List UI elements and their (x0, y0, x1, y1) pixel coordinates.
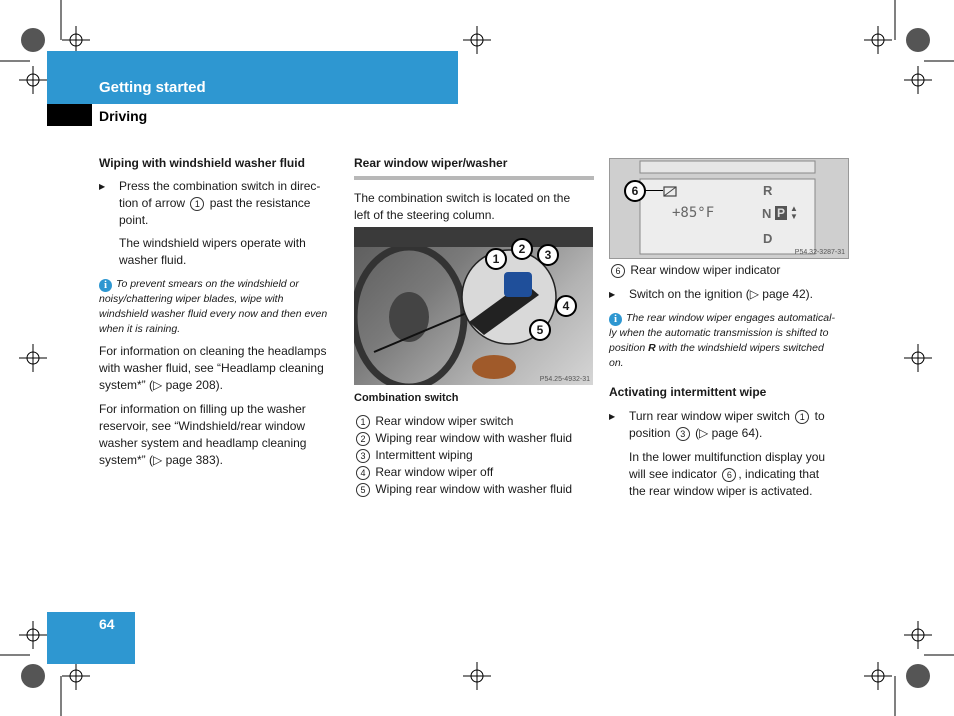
image-reference: P54.25-4932-31 (539, 376, 590, 383)
callout-1-photo: 1 (485, 248, 507, 270)
list-item: 1 Rear window wiper switch (354, 413, 594, 430)
display-image-reference: P54.32-3287-31 (794, 249, 845, 256)
column-2 (354, 155, 594, 224)
callout-leader (645, 190, 663, 191)
gear-p: P (776, 206, 785, 220)
section-marker (47, 104, 92, 126)
instruction-turn-switch: ▶ Turn rear window wiper switch 1 to position 3 (▷ page 64). (609, 408, 849, 442)
column-2-lower (354, 390, 594, 498)
result-indicator: In the lower multifunction display you will see indicator 6 , indicating that the rear window wiper is activated. (629, 450, 826, 498)
list-item: 4 Rear window wiper off (354, 464, 594, 481)
paragraph-headlamps: For information on cleaning the headlamps with washer fluid, see “Headlamp cleaning system*” (▷ page 208). (99, 344, 327, 392)
page-number: 64 (99, 616, 115, 632)
instrument-display-illustration (610, 159, 848, 258)
callout-6-display: 6 (624, 180, 646, 202)
page-number-box (47, 612, 135, 664)
heading-intermittent: Activating intermittent wipe (609, 385, 767, 399)
callout-5-photo: 5 (529, 319, 551, 341)
instruction-ignition: ▶ Switch on the ignition (▷ page 42). (609, 286, 849, 303)
gear-d: D (763, 231, 773, 246)
column-1 (99, 155, 339, 469)
instruction-press-switch: ▶ Press the combination switch in direc- tion of arrow 1 past the resistance point. (99, 178, 339, 229)
list-item: 3 Intermittent wiping (354, 447, 594, 464)
heading-rear-wiper: Rear window wiper/washer (354, 156, 508, 170)
result-text: The windshield wipers operate with washer fluid. (119, 236, 306, 267)
legend-item-6: 6 Rear window wiper indicator (609, 262, 849, 279)
callout-3-photo: 3 (537, 244, 559, 266)
intro-text: The combination switch is located on the left of the steering column. (354, 191, 571, 222)
gear-n: N (762, 206, 772, 221)
callout-1: 1 (190, 197, 204, 211)
info-icon: i (609, 313, 622, 326)
list-item: 2 Wiping rear window with washer fluid (354, 430, 594, 447)
photo-caption: Combination switch (354, 392, 459, 404)
gear-r: R (763, 183, 773, 198)
display-temperature: +85°F (672, 205, 715, 221)
subsection-title: Driving (99, 108, 148, 124)
section-title: Getting started (99, 79, 206, 96)
callout-2-photo: 2 (511, 238, 533, 260)
info-icon: i (99, 279, 112, 292)
info-note-auto-wiper: i The rear window wiper engages automatical- ly when the automatic transmission is shifted to position R with the windshield wipers switched on. (609, 312, 835, 369)
paragraph-reservoir: For information on filling up the washer reservoir, see “Windshield/rear window washer system and headlamp cleaning system*” (▷ page 383). (99, 402, 307, 467)
column-3 (609, 262, 849, 500)
info-note: i To prevent smears on the windshield or noisy/chattering wiper blades, wipe with windshield washer fluid every now and then even when it is raining. (99, 278, 328, 335)
header-bar (47, 51, 458, 104)
combination-switch-photo (354, 227, 593, 385)
legend-list (354, 413, 594, 498)
gear-updown-icon: ▲ ▼ (790, 204, 798, 221)
list-item: 5 Wiping rear window with washer fluid (354, 481, 594, 498)
callout-4-photo: 4 (555, 295, 577, 317)
multifunction-display-image (609, 158, 849, 259)
heading-washer-fluid: Wiping with windshield washer fluid (99, 156, 305, 170)
